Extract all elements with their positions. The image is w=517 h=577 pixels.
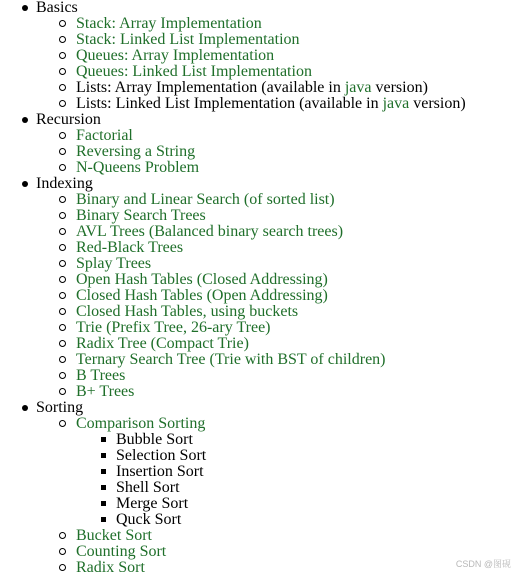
list-item [76, 368, 517, 384]
list-item [116, 512, 517, 528]
square-bullet-icon [101, 485, 106, 490]
list-item [76, 64, 517, 80]
section-title: Basics [36, 0, 78, 16]
list-item [76, 528, 517, 544]
list-item [76, 96, 517, 112]
item-line [76, 416, 517, 432]
list-item [76, 384, 517, 400]
circle-bullet-icon [59, 148, 66, 155]
item-line [76, 128, 517, 144]
circle-bullet-icon [59, 388, 66, 395]
circle-bullet-icon [59, 548, 66, 555]
section-recursion [0, 112, 517, 176]
square-bullet-icon [101, 517, 106, 522]
item-line [76, 384, 517, 400]
item-line [76, 544, 517, 560]
topic-link-stack-linked-list-implementation[interactable]: Stack: Linked List Implementation [76, 31, 300, 48]
item-line [76, 352, 517, 368]
topic-list [76, 192, 517, 400]
circle-bullet-icon [59, 68, 66, 75]
list-item [76, 192, 517, 208]
item-line [76, 80, 517, 96]
list-item [116, 432, 517, 448]
square-bullet-icon [101, 453, 106, 458]
topic-link-radix-sort[interactable]: Radix Sort [76, 559, 145, 576]
item-line [76, 208, 517, 224]
circle-bullet-icon [59, 420, 66, 427]
list-item [76, 160, 517, 176]
circle-bullet-icon [59, 340, 66, 347]
topic-link-bucket-sort[interactable]: Bucket Sort [76, 527, 152, 544]
item-line [76, 240, 517, 256]
list-item [116, 496, 517, 512]
section-sorting [0, 400, 517, 576]
circle-bullet-icon [59, 100, 66, 107]
list-item [76, 144, 517, 160]
item-line [76, 64, 517, 80]
topic-link-ternary-search-tree-trie-with-bst-of-children[interactable]: Ternary Search Tree (Trie with BST of children) [76, 351, 386, 368]
disc-bullet-icon [22, 181, 28, 187]
item-line [76, 336, 517, 352]
section-title: Recursion [36, 111, 101, 128]
topic-link-stack-array-implementation[interactable]: Stack: Array Implementation [76, 15, 262, 32]
topic-link-queues-linked-list-implementation[interactable]: Queues: Linked List Implementation [76, 63, 312, 80]
list-item [116, 480, 517, 496]
list-item [116, 448, 517, 464]
square-bullet-icon [101, 469, 106, 474]
circle-bullet-icon [59, 244, 66, 251]
section-title: Sorting [36, 399, 84, 416]
list-item [116, 464, 517, 480]
sub-topic-label: Bubble Sort [116, 431, 193, 448]
circle-bullet-icon [59, 564, 66, 571]
circle-bullet-icon [59, 260, 66, 267]
list-item [76, 304, 517, 320]
sub-topic-label: Quck Sort [116, 511, 182, 528]
circle-bullet-icon [59, 52, 66, 59]
circle-bullet-icon [59, 20, 66, 27]
list-item [76, 48, 517, 64]
topic-link-queues-array-implementation[interactable]: Queues: Array Implementation [76, 47, 275, 64]
item-line [76, 144, 517, 160]
circle-bullet-icon [59, 276, 66, 283]
topic-link-closed-hash-tables-open-addressing[interactable]: Closed Hash Tables (Open Addressing) [76, 287, 328, 304]
item-line [76, 32, 517, 48]
list-item [76, 240, 517, 256]
topic-list [76, 16, 517, 112]
sub-topic-list [116, 432, 517, 528]
circle-bullet-icon [59, 372, 66, 379]
section-title: Indexing [36, 175, 93, 192]
circle-bullet-icon [59, 356, 66, 363]
sub-topic-label: Selection Sort [116, 447, 207, 464]
item-line [76, 288, 517, 304]
list-item [76, 272, 517, 288]
item-text-prefix: Lists: Linked List Implementation (available in [76, 95, 383, 112]
list-item [76, 416, 517, 528]
topic-link-splay-trees[interactable]: Splay Trees [76, 255, 152, 272]
topic-link-red-black-trees[interactable]: Red-Black Trees [76, 239, 184, 256]
circle-bullet-icon [59, 228, 66, 235]
list-item [76, 352, 517, 368]
topic-link-b-trees[interactable]: B+ Trees [76, 383, 135, 400]
circle-bullet-icon [59, 196, 66, 203]
java-version-link[interactable]: java [344, 79, 372, 96]
topic-link-b-trees[interactable]: B Trees [76, 367, 126, 384]
list-item [76, 80, 517, 96]
list-item [76, 320, 517, 336]
list-item [76, 560, 517, 576]
topic-link-comparison-sorting[interactable]: Comparison Sorting [76, 415, 206, 432]
list-item [76, 336, 517, 352]
circle-bullet-icon [59, 212, 66, 219]
disc-bullet-icon [22, 405, 28, 411]
list-item [76, 224, 517, 240]
item-line [76, 528, 517, 544]
circle-bullet-icon [59, 164, 66, 171]
topic-list [76, 416, 517, 576]
java-version-link[interactable]: java [382, 95, 410, 112]
disc-bullet-icon [22, 117, 28, 123]
topic-link-open-hash-tables-closed-addressing[interactable]: Open Hash Tables (Closed Addressing) [76, 271, 328, 288]
disc-bullet-icon [22, 5, 28, 11]
item-text-suffix: version) [409, 95, 466, 112]
item-line [76, 304, 517, 320]
sub-topic-label: Shell Sort [116, 479, 180, 496]
watermark: CSDN @图砚 [455, 559, 511, 569]
circle-bullet-icon [59, 308, 66, 315]
list-item [76, 544, 517, 560]
item-line [76, 48, 517, 64]
list-item [76, 16, 517, 32]
topic-link-factorial[interactable]: Factorial [76, 127, 133, 144]
topic-link-avl-trees-balanced-binary-search-trees[interactable]: AVL Trees (Balanced binary search trees) [76, 223, 344, 240]
item-line [76, 96, 517, 112]
item-line [76, 16, 517, 32]
list-item [76, 256, 517, 272]
list-item [76, 128, 517, 144]
list-item [76, 208, 517, 224]
list-item [76, 32, 517, 48]
item-line [76, 160, 517, 176]
topic-link-reversing-a-string[interactable]: Reversing a String [76, 143, 196, 160]
circle-bullet-icon [59, 324, 66, 331]
circle-bullet-icon [59, 36, 66, 43]
topic-list [76, 128, 517, 176]
sub-topic-label: Merge Sort [116, 495, 189, 512]
topic-link-counting-sort[interactable]: Counting Sort [76, 543, 167, 560]
sub-topic-label: Insertion Sort [116, 463, 204, 480]
topic-link-radix-tree-compact-trie[interactable]: Radix Tree (Compact Trie) [76, 335, 249, 352]
item-line [76, 368, 517, 384]
topic-link-binary-search-trees[interactable]: Binary Search Trees [76, 207, 206, 224]
section-basics [0, 0, 517, 112]
topic-link-binary-and-linear-search-of-sorted-list[interactable]: Binary and Linear Search (of sorted list) [76, 191, 335, 208]
topic-link-closed-hash-tables-using-buckets[interactable]: Closed Hash Tables, using buckets [76, 303, 299, 320]
item-line [76, 192, 517, 208]
topic-link-n-queens-problem[interactable]: N-Queens Problem [76, 159, 200, 176]
square-bullet-icon [101, 501, 106, 506]
circle-bullet-icon [59, 132, 66, 139]
item-line [76, 560, 517, 576]
circle-bullet-icon [59, 532, 66, 539]
item-text-prefix: Lists: Array Implementation (available in [76, 79, 345, 96]
section-indexing [0, 176, 517, 400]
item-line [76, 272, 517, 288]
circle-bullet-icon [59, 84, 66, 91]
item-line [76, 256, 517, 272]
item-text-suffix: version) [371, 79, 428, 96]
circle-bullet-icon [59, 292, 66, 299]
square-bullet-icon [101, 437, 106, 442]
topic-link-trie-prefix-tree-26-ary-tree[interactable]: Trie (Prefix Tree, 26-ary Tree) [76, 319, 271, 336]
item-line [76, 320, 517, 336]
item-line [76, 224, 517, 240]
list-item [76, 288, 517, 304]
